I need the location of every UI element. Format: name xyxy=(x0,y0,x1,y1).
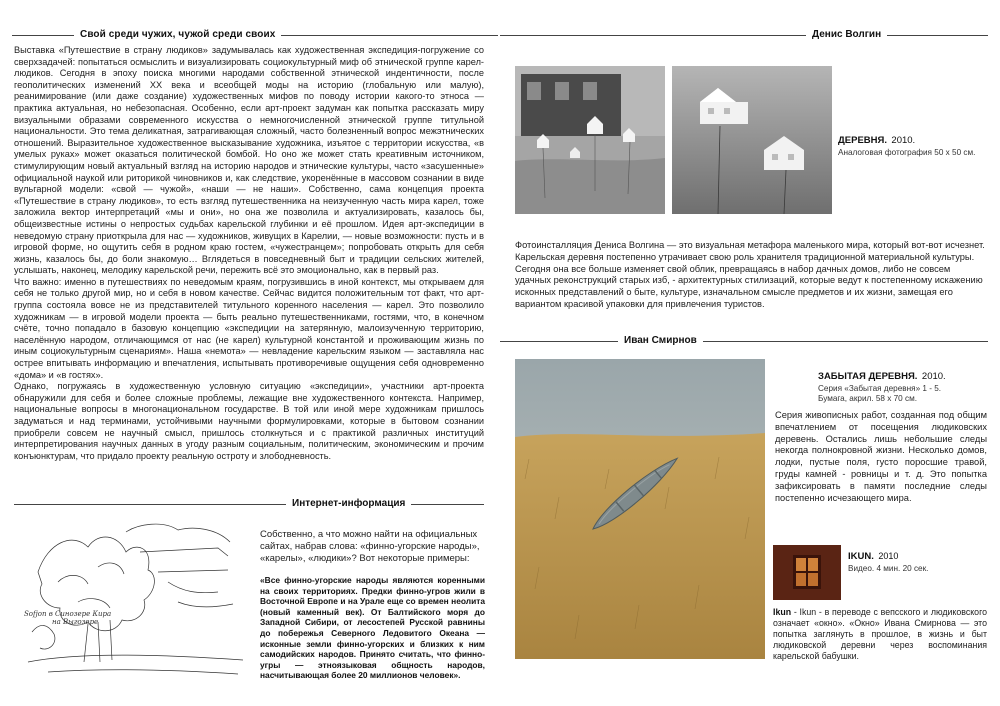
volgin-work-title-line xyxy=(838,130,988,148)
sketch-inscription xyxy=(24,610,111,626)
landscape-sketch-image xyxy=(18,512,250,692)
ikun-title-line xyxy=(848,546,988,564)
smirnov-work-series: Серия «Забытая деревня» 1 - 5. xyxy=(818,384,942,393)
volgin-work-medium: Аналоговая фотография 50 х 50 см. xyxy=(838,148,976,157)
volgin-work-title: ДЕРЕВНЯ. xyxy=(838,135,887,146)
sketch-inscription-2: в Синозере Кира xyxy=(48,610,112,618)
ikun-lead: Ikun xyxy=(773,607,792,617)
smirnov-work-year: 2010. xyxy=(921,371,946,382)
author-volgin: Денис Волгин xyxy=(806,29,887,40)
volgin-caption xyxy=(838,130,988,158)
internet-text-block xyxy=(260,529,485,681)
internet-intro: Собственно, а что можно найти на официальных сайтах, набрав слова: «финно-угорские народы», «карелы», «людики»? Вот некоторые примеры: xyxy=(260,529,480,564)
sketch-inscription-3: на Выгозере xyxy=(52,618,99,626)
ikun-text: - Ikun - в переводе с вепсского и людиковского означает «окно». «Окно» Ивана Смирнова — это попытка заглянуть в прошлое, в жизнь и быт людиковской деревни через воспоминания карельской бабушки. xyxy=(773,607,987,661)
ikun-title: IKUN. xyxy=(848,551,874,562)
volgin-photo-1 xyxy=(515,66,665,214)
top-rule-right xyxy=(500,35,988,36)
internet-quote: «Все финно-угорские народы являются коренными на своих территориях. Предки финно-угров жили в Восточной Европе и на Урале еще со времен неолита (новый каменный век). От Балтийского моря до Западной Сибири, от лесостепей Русской равнины до побережья Северного Ледовитого Океана — исконные земли финно-угорских и близких к ним самодийских народов. Принято считать, что финно-угры — этноязыковая общность народов, насчитывающая более 20 миллионов человек». xyxy=(260,575,485,681)
smirnov-work-title: ЗАБЫТАЯ ДЕРЕВНЯ. xyxy=(818,371,918,382)
ikun-video-still xyxy=(773,545,841,600)
article-paragraph-2: Что важно: именно в путешествиях по неведомым краям, погрузившись в иной контекст, мы открываем для себя не только другой мир, но и себя в новом качестве. Сейчас видится положительным тот факт, что арт-группа состояла вовсе не из представителей титульного коренного населения — карел. Это позволило художникам — в игровой модели проекта — быть реально путешественниками, гостями, что, в конечном счёте, точно попадало в базовую концепцию «экспедиции на затерянную, малоизученную территорию, населённую народом, отличающимся от нас (не карел) культурной константой и проживающим жизнь по иным социокультурным сценариям». Наша «немота» — невладение карельским языком — заставляла нас острее впитывать информацию и впечатления, испытывать противоречивые ощущения себя одновременно «дома» и «в гостях». xyxy=(14,276,484,380)
article-paragraph-3: Однако, погружаясь в художественную условную ситуацию «экспедиции», участники арт-проекта обнаружили для себя и более сложные проблемы, лежащие вне художественного контекста. Например, национальные вопросы в многонациональном государстве. В той или иной мере художникам пришлось задуматься и над терминами, устойчивыми научными формулировками, которые в бытовом сознании приобрели совсем не научный смысл, пришлось столкнуться и с практикой различных институций интерпретирования научных данных в угоду разным социальным, политическим, экономическим и прочим конъюнктурам, что придало проекту реальную остроту и злободневность. xyxy=(14,381,484,461)
sketch-drawing xyxy=(18,512,250,692)
ikun-meta: Видео. 4 мин. 20 сек. xyxy=(848,564,929,573)
page-title: Свой среди чужих, чужой среди своих xyxy=(74,29,281,40)
ikun-year: 2010 xyxy=(878,551,899,561)
smirnov-caption xyxy=(818,366,986,405)
volgin-description: Фотоинсталляция Дениса Волгина — это визуальная метафора маленького мира, который вот-вот исчезнет. Карельская деревня постепенно утрачивает свою роль хранителя традиционной материальной культуры. Сегодня она все больше изменяет свой облик, превращаясь в набор дачных домов, либо не совсем удачных реконструкций старых изб, - архитектурных стилизаций, которые ведут к постепенному искажению исконных представлений о быте, культуре, изначальном смысле предметов и их жизни, замещая его вариантом красивой упаковки для привлечения туристов. xyxy=(515,240,985,309)
smirnov-work-title-line xyxy=(818,366,986,384)
main-article xyxy=(14,45,484,462)
smirnov-description: Серия живописных работ, созданная под общим впечатлением от посещения людиковских деревень. Остались лишь небольшие следы некогда полнокровной жизни. Несколько домов, лодки, пустые поля, густо поросшие травой, груды камней - ровницы и т. д. Это попытка зафиксировать в памяти последние следы постепенно исчезающего мира. xyxy=(775,410,987,503)
mid-rule-right xyxy=(500,341,988,342)
smirnov-work-medium: Бумага, акрил. 58 х 70 см. xyxy=(818,394,918,404)
ikun-caption xyxy=(848,546,988,574)
ikun-description xyxy=(773,607,987,662)
volgin-photo-2 xyxy=(672,66,832,214)
smirnov-painting xyxy=(515,359,765,659)
sketch-inscription-1: Sofjon xyxy=(24,610,47,618)
internet-rule xyxy=(14,504,484,505)
section-internet-title: Интернет-информация xyxy=(286,498,411,509)
article-paragraph-1: Выставка «Путешествие в страну людиков» задумывалась как художественная экспедиция-погружение со сверхзадачей: попытаться осмыслить и визуализировать социокультурный миф об этнической группе карел-людиков. Сегодня в эпоху поиска многими народами собственной этнической индентичности, после геополитических изменений XX века и всеобщей моды на историю (глобальную или малую), реанимирование (или даже создание) художественных мифов по поводу истории какого-то этноса — практика актуальная, но небезопасная. Особенно, если арт-проект задуман как попытка рассказать миру визуальными образами современного искусства о немногочисленной этнической группе титульной национальности. Это тема деликатная, затрагивающая сложный, часто болезненный вопрос межэтнических отношений. Выразительное художественное высказывание художника, изъятое с территории искусства, «в умелых руках» может оказаться политической бомбой. Но оно же может стать креативным источником, стимулирующим новый актуальный взгляд на историю народов и этнические культуры, часто «засушенные» официальной наукой или риторикой чиновников и, как следствие, укоренённые в массовом сознании в виде вульгарной модели: «свой — чужой», «наши — не наши». Собственно, сама концепция проекта «Путешествие в страну людиков», то есть взгляд путешественника на неизученную часть мира карел, тоже заложила вектор интерпретаций «мы и они», но она же позволила и актуализировать, казалось бы, общеизвестные истины о непростых судьбах карельской глубинки и её прошлом. Идея арт-экспедиции в неведомую страну приоткрыла для нас — художников, живущих в Карелии, — новые возможности: пусть и в игровой форме, но ощутить себя в родном краю гостем, «чужестранцем»; попробовать открыть для себя жизнь, казалось бы, до боли знакомую… Вглядеться в повседневный быт и традиции сельских жителей, услышать, наконец, мелодику карельской речи, пережить всё это эмоционально, как в первый раз. xyxy=(14,45,484,276)
author-smirnov: Иван Смирнов xyxy=(618,335,703,346)
column-divider xyxy=(498,40,499,700)
volgin-work-year: 2010. xyxy=(891,135,916,146)
